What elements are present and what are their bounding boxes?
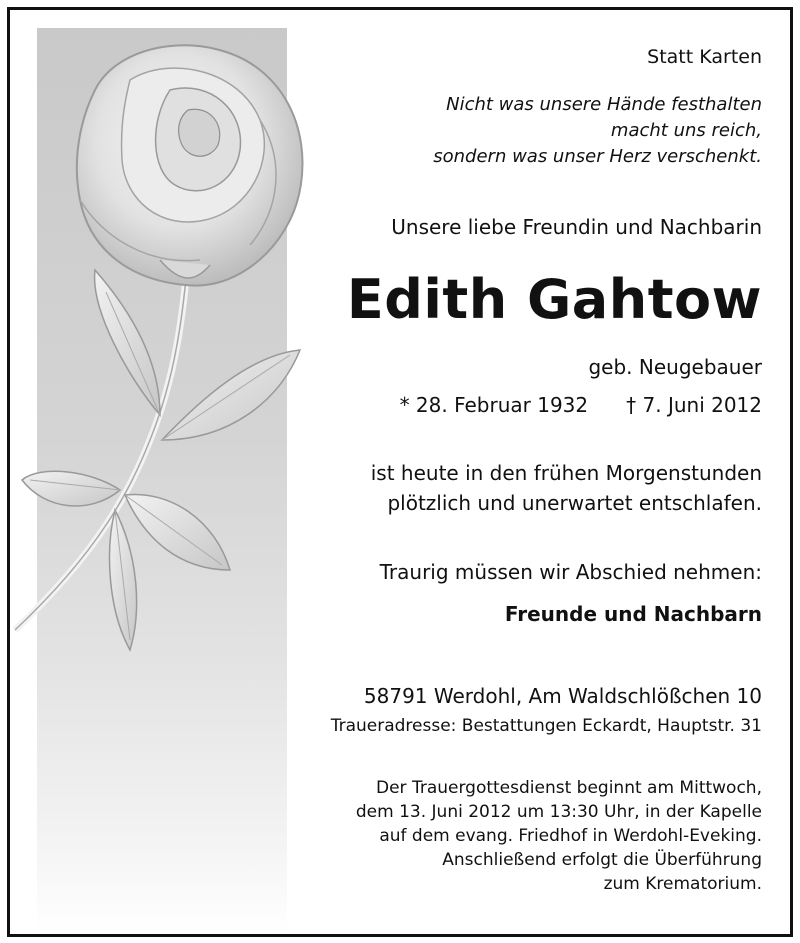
service-details [356,776,762,896]
quote-line: macht uns reich, [610,120,762,141]
service-line: Der Trauergottesdienst beginnt am Mittwoch, [376,778,762,798]
death-message [371,458,762,518]
quote-line: sondern was unser Herz verschenkt. [433,146,762,167]
service-line: auf dem evang. Friedhof in Werdohl-Eveking. [379,826,762,846]
obituary-notice [7,7,793,937]
death-date: † 7. Juni 2012 [626,393,762,417]
signers: Freunde und Nachbarn [504,602,762,626]
life-dates [400,393,762,417]
statt-karten-label: Statt Karten [647,46,762,68]
service-line: zum Krematorium. [603,874,762,894]
quote [433,92,762,170]
service-line: Anschließend erfolgt die Überführung [442,850,762,870]
intro-line: Unsere liebe Freundin und Nachbarin [391,215,762,239]
birth-date: * 28. Februar 1932 [399,393,589,417]
quote-line: Nicht was unsere Hände festhalten [446,94,762,115]
birth-name: geb. Neugebauer [588,355,762,379]
mourning-text: Traurig müssen wir Abschied nehmen: [379,560,762,584]
deceased-name: Edith Gahtow [346,268,762,331]
service-line: dem 13. Juni 2012 um 13:30 Uhr, in der Kapelle [355,802,762,822]
message-line: ist heute in den frühen Morgenstunden [370,461,762,485]
trauer-address: Traueradresse: Bestattungen Eckardt, Hauptstr. 31 [330,716,762,736]
message-line: plötzlich und unerwartet entschlafen. [387,491,762,515]
location-address: 58791 Werdohl, Am Waldschlößchen 10 [363,684,762,708]
rose-illustration-icon [10,10,330,710]
